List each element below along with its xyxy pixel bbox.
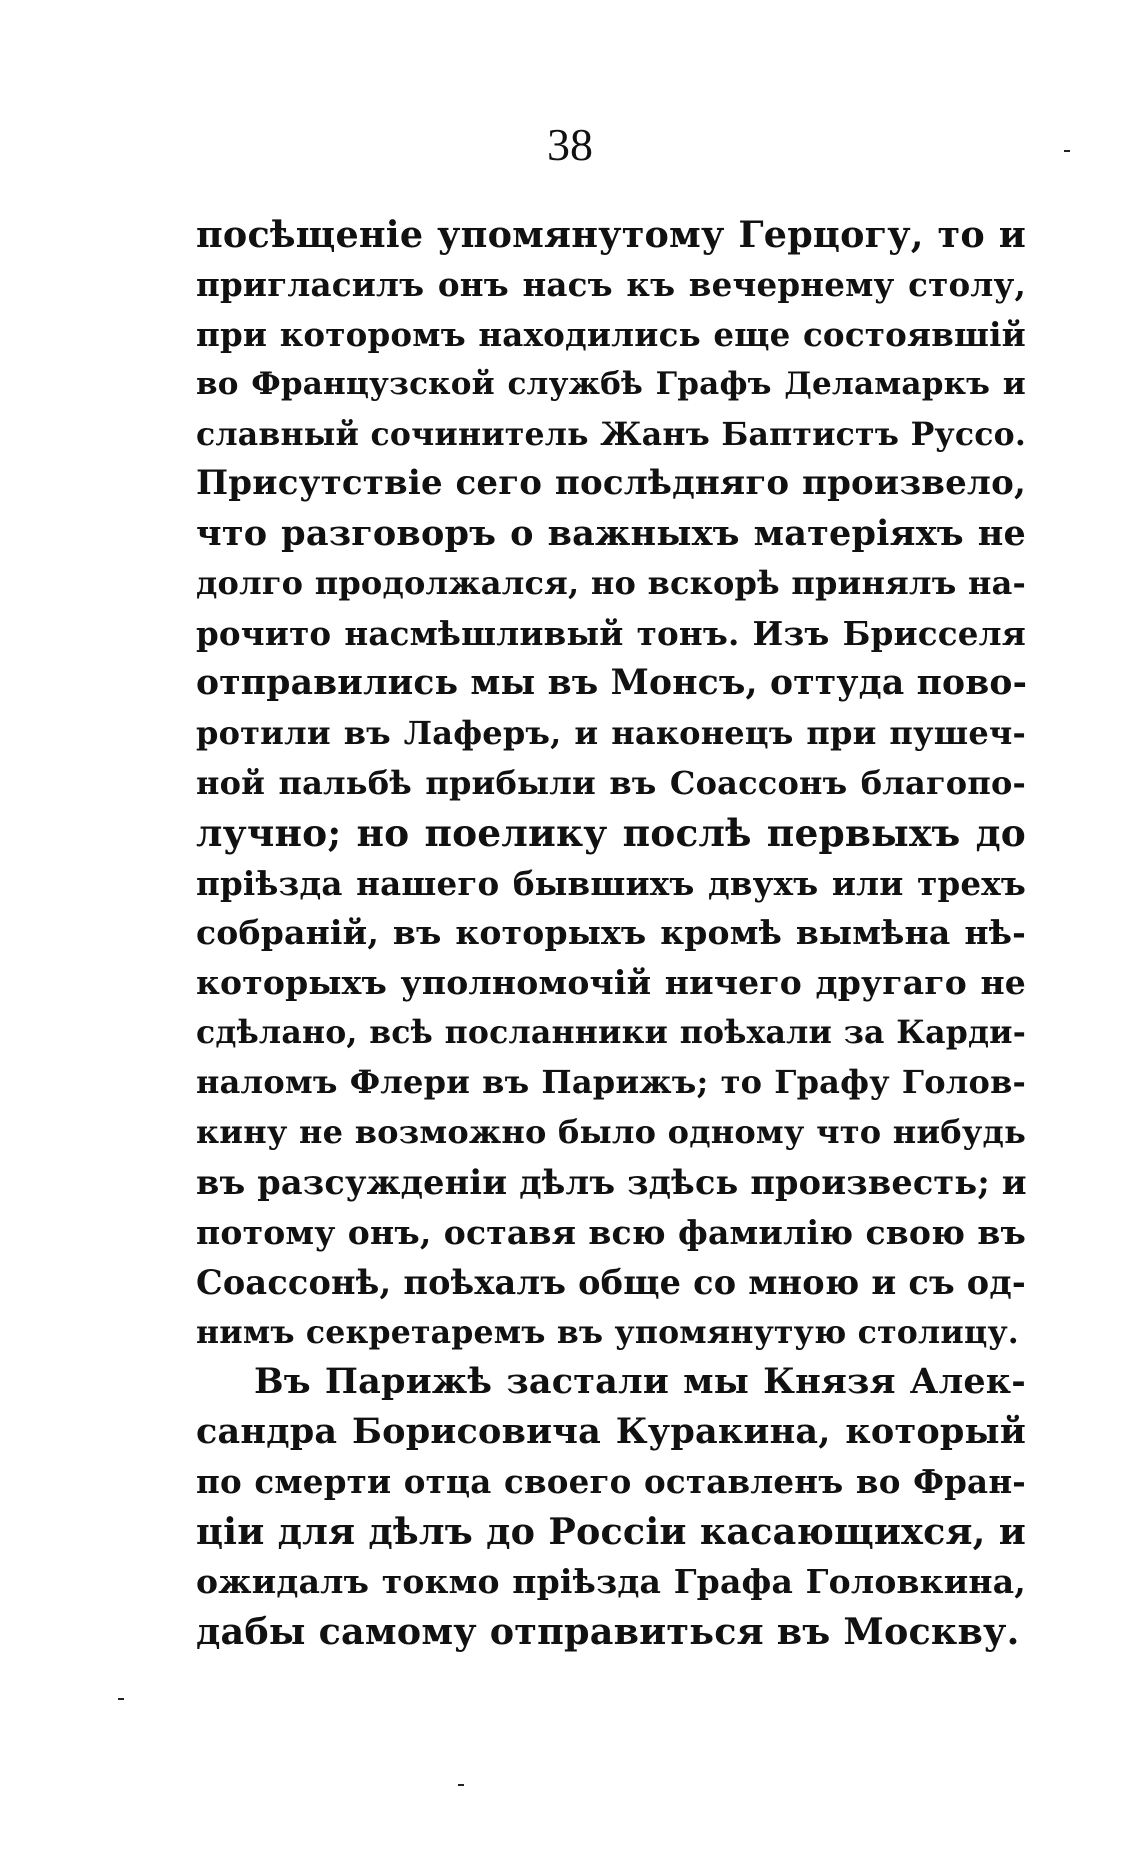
text-line: Въ Парижѣ застали мы Князя Алек- [254,1361,1026,1403]
text-line: ротили въ Лаферъ, и наконецъ при пушеч- [196,713,1026,752]
text-line: лучно; но поелику послѣ первыхъ до [196,810,1026,855]
text-line: во Французской службѣ Графъ Деламаркъ и [196,365,1026,402]
text-line: наломъ Флери въ Парижъ; то Графу Голов- [196,1063,1026,1102]
text-line: при которомъ находились еще состоявшій [196,314,1026,354]
text-line: пріѣзда нашего бывшихъ двухъ или трехъ [196,863,1026,903]
text-line: Соассонѣ, поѣхалъ обще со мною и съ од- [196,1262,1026,1302]
text-line: долго продолжался, но вскорѣ принялъ на- [196,564,1026,603]
text-line: отправились мы въ Монсъ, оттуда пово- [196,663,1028,704]
paragraph-1 [196,210,1026,1357]
text-line: ціи для дѣлъ до Россіи касающихся, и [196,1510,1026,1554]
scan-speck [458,1784,464,1786]
text-line: посѣщеніе упомянутому Герцогу, то и [196,213,1026,256]
text-line: славный сочинитель Жанъ Баптистъ Руссо. [196,415,1026,453]
text-line: ожидалъ токмо пріѣзда Графа Головкина, [196,1562,1026,1602]
text-line: въ разсужденіи дѣлъ здѣсь произвесть; и [196,1162,1027,1202]
text-line: сдѣлано, всѣ посланники поѣхали за Карди- [196,1014,1026,1052]
paragraph-2 [196,1357,1026,1656]
scan-speck [1064,150,1070,152]
text-line: дабы самому отправиться въ Москву. [196,1609,1020,1653]
text-line: нимъ секретаремъ въ упомянутую столицу. [196,1313,1019,1351]
text-line: рочито насмѣшливый тонъ. Изъ Брисселя [196,614,1026,654]
text-line: ной пальбѣ прибыли въ Соассонъ благопо- [196,763,1026,802]
text-line: потому онъ, оставя всю фамилію свою въ [196,1212,1026,1252]
text-line: по смерти отца своего оставленъ во Фран- [196,1462,1026,1502]
text-line: которыхъ уполномочій ничего другаго не [196,963,1026,1003]
scan-speck [118,1698,124,1700]
text-line: сандра Борисовича Куракина, который [196,1411,1026,1453]
text-line: кину не возможно было одному что нибудь [196,1113,1026,1152]
text-line: что разговоръ о важныхъ матеріяхъ не [196,513,1026,555]
text-line: собраній, въ которыхъ кромѣ вымѣна нѣ- [196,913,1026,953]
text-line: пригласилъ онъ насъ къ вечернему столу, [196,264,1026,304]
text-line: Присутствіе сего послѣдняго произвело, [196,463,1026,504]
page-number: 38 [547,119,593,170]
body-text [196,210,1026,1657]
